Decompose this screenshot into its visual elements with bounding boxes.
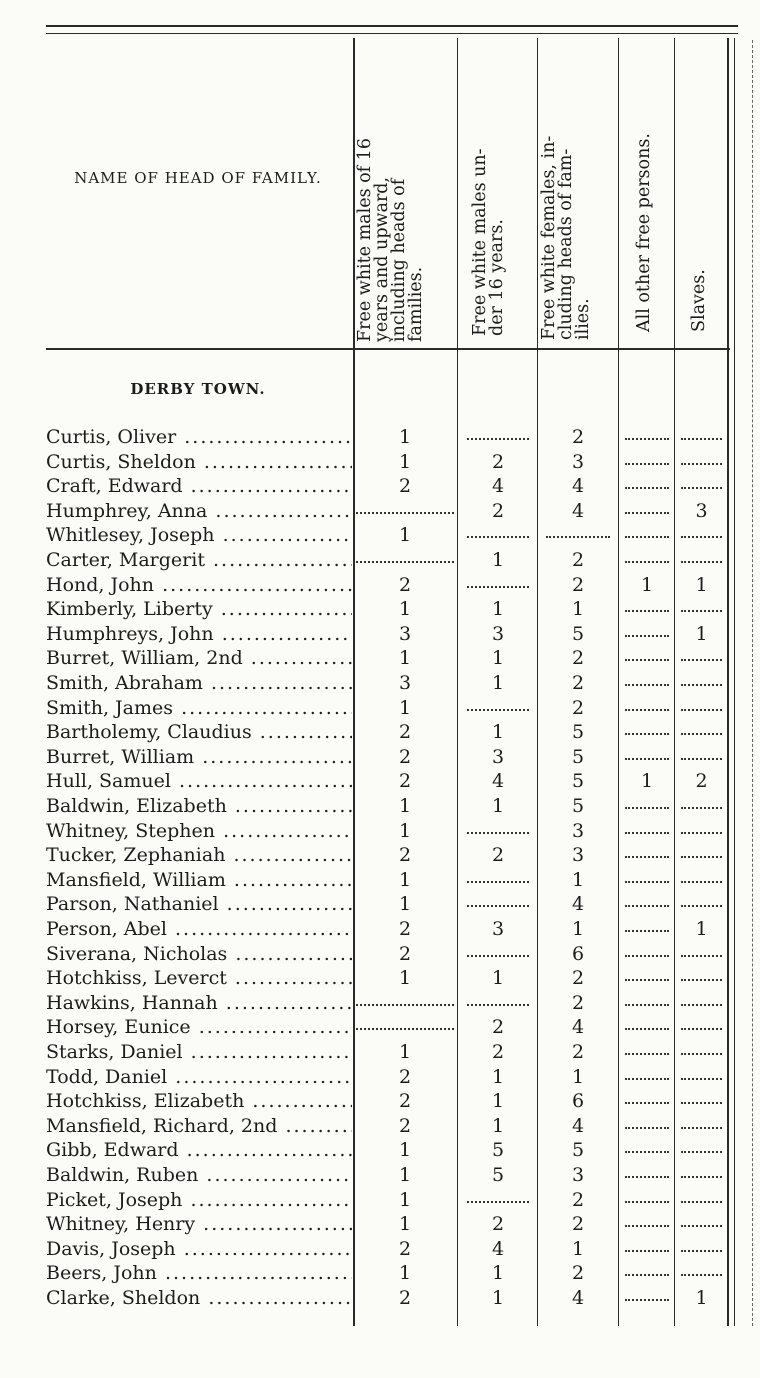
empty-cell (677, 672, 726, 697)
empty-cell (621, 721, 673, 746)
count-cell: 3 (491, 918, 505, 940)
col-header-other-free (636, 40, 670, 346)
count-cell: 2 (398, 475, 412, 498)
count-cell: 2 (398, 942, 412, 965)
table-row (0, 647, 760, 672)
empty-cell (621, 697, 673, 722)
empty-cell (461, 697, 535, 722)
empty-cell (621, 1287, 673, 1312)
head-of-family-name: Tucker, Zephaniah ..... (46, 844, 352, 866)
empty-cell (677, 1115, 726, 1140)
count-cell: 1 (398, 819, 412, 842)
empty-cell (540, 524, 616, 549)
empty-cell (461, 869, 535, 894)
empty-cell (621, 1262, 673, 1287)
header-line: families. (406, 266, 426, 342)
count-cell: 2 (491, 844, 505, 867)
table-row (0, 1213, 760, 1238)
empty-cell (356, 1016, 454, 1041)
count-cell: 3 (398, 672, 412, 694)
table-row (0, 1041, 760, 1066)
empty-cell (461, 893, 535, 918)
count-cell: 2 (398, 745, 412, 768)
count-cell: 2 (571, 672, 585, 694)
head-of-family-name: Mansfield, William ..... (46, 869, 352, 891)
count-cell: 4 (491, 475, 505, 498)
table-row (0, 1287, 760, 1312)
count-cell: 5 (571, 770, 585, 793)
count-cell: 2 (571, 647, 585, 670)
empty-cell (677, 943, 726, 968)
table-row (0, 1115, 760, 1140)
count-cell: 5 (491, 1164, 505, 1186)
top-rule-thin (46, 33, 738, 34)
count-cell: 1 (398, 647, 412, 670)
empty-cell (677, 1090, 726, 1115)
empty-cell (461, 820, 535, 845)
head-of-family-name: Burret, William, 2nd ..... (46, 647, 352, 669)
empty-cell (621, 475, 673, 500)
head-of-family-name: Hotchkiss, Elizabeth ..... (46, 1090, 352, 1112)
table-row (0, 1016, 760, 1041)
empty-cell (356, 549, 454, 574)
empty-cell (677, 1213, 726, 1238)
count-cell: 1 (398, 893, 412, 916)
head-of-family-name: Curtis, Oliver ..... (46, 426, 352, 448)
table-row (0, 549, 760, 574)
empty-cell (677, 426, 726, 451)
empty-cell (677, 598, 726, 623)
table-row (0, 451, 760, 476)
empty-cell (677, 549, 726, 574)
table-row (0, 672, 760, 697)
table-row (0, 500, 760, 525)
count-cell: 2 (398, 1237, 412, 1260)
count-cell: 1 (398, 1262, 412, 1285)
table-row (0, 770, 760, 795)
count-cell: 3 (695, 499, 708, 522)
empty-cell (621, 451, 673, 476)
name-column-header: NAME OF HEAD OF FAMILY. (74, 169, 322, 187)
count-cell: 2 (398, 918, 412, 940)
head-of-family-name: Craft, Edward ..... (46, 475, 352, 497)
count-cell: 2 (571, 991, 585, 1014)
table-row (0, 820, 760, 845)
empty-cell (621, 943, 673, 968)
empty-cell (621, 1115, 673, 1140)
table-row (0, 943, 760, 968)
empty-cell (621, 524, 673, 549)
head-of-family-name: Burret, William ..... (46, 746, 352, 768)
count-cell: 3 (491, 745, 505, 768)
table-row (0, 1262, 760, 1287)
table-row (0, 918, 760, 943)
count-cell: 1 (491, 721, 505, 744)
count-cell: 4 (491, 1237, 505, 1260)
empty-cell (356, 992, 454, 1017)
header-bottom-rule (46, 348, 730, 350)
count-cell: 1 (398, 450, 412, 473)
head-of-family-name: Whitlesey, Joseph ..... (46, 524, 352, 546)
table-row (0, 844, 760, 869)
count-cell: 1 (491, 598, 505, 621)
count-cell: 5 (571, 795, 585, 817)
empty-cell (461, 574, 535, 599)
count-cell: 1 (398, 598, 412, 621)
count-cell: 1 (398, 524, 412, 547)
table-row (0, 623, 760, 648)
col-header-males-under-16 (472, 40, 532, 346)
empty-cell (621, 795, 673, 820)
count-cell: 2 (571, 967, 585, 990)
empty-cell (621, 1016, 673, 1041)
count-cell: 3 (491, 622, 505, 645)
empty-cell (461, 1189, 535, 1214)
col-header-females (541, 40, 615, 346)
head-of-family-name: Hotchkiss, Leverct ..... (46, 967, 352, 989)
count-cell: 1 (398, 868, 412, 891)
empty-cell (621, 1213, 673, 1238)
count-cell: 2 (491, 1016, 505, 1039)
head-of-family-name: Humphreys, John ..... (46, 623, 352, 645)
count-cell: 1 (571, 868, 585, 891)
empty-cell (677, 820, 726, 845)
empty-cell (677, 746, 726, 771)
empty-cell (677, 475, 726, 500)
count-cell: 4 (571, 1114, 585, 1137)
count-cell: 3 (571, 844, 585, 867)
table-row (0, 721, 760, 746)
count-cell: 1 (640, 573, 654, 596)
empty-cell (621, 426, 673, 451)
count-cell: 1 (398, 1213, 412, 1236)
col-header-slaves (691, 40, 725, 346)
count-cell: 2 (398, 844, 412, 867)
head-of-family-name: Humphrey, Anna ..... (46, 500, 352, 522)
empty-cell (621, 918, 673, 943)
count-cell: 1 (491, 672, 505, 694)
count-cell: 1 (491, 647, 505, 670)
table-row (0, 795, 760, 820)
count-cell: 1 (491, 549, 505, 571)
count-cell: 2 (491, 499, 505, 522)
empty-cell (621, 598, 673, 623)
head-of-family-name: Parson, Nathaniel ..... (46, 893, 352, 915)
count-cell: 1 (398, 795, 412, 817)
empty-cell (621, 893, 673, 918)
count-cell: 2 (571, 1262, 585, 1285)
count-cell: 1 (695, 622, 708, 645)
count-cell: 1 (695, 1287, 708, 1309)
head-of-family-name: Whitney, Henry ..... (46, 1213, 352, 1235)
empty-cell (621, 1164, 673, 1189)
head-of-family-name: Kimberly, Liberty ..... (46, 598, 352, 620)
count-cell: 2 (571, 696, 585, 719)
count-cell: 1 (398, 1139, 412, 1162)
empty-cell (461, 524, 535, 549)
section-title: DERBY TOWN. (130, 380, 266, 398)
count-cell: 1 (571, 598, 585, 621)
empty-cell (621, 1238, 673, 1263)
count-cell: 1 (398, 967, 412, 990)
empty-cell (677, 451, 726, 476)
header-line: Free white females, in- (539, 135, 559, 340)
empty-cell (677, 844, 726, 869)
count-cell: 4 (491, 770, 505, 793)
count-cell: 2 (491, 450, 505, 473)
table-row (0, 1090, 760, 1115)
head-of-family-name: Curtis, Sheldon ..... (46, 451, 352, 473)
head-of-family-name: Horsey, Eunice ..... (46, 1016, 352, 1038)
header-line: including heads of (389, 178, 409, 342)
empty-cell (677, 1164, 726, 1189)
table-row (0, 1139, 760, 1164)
count-cell: 1 (695, 573, 708, 596)
count-cell: 2 (571, 1188, 585, 1211)
header-line: All other free persons. (634, 133, 654, 332)
table-row (0, 598, 760, 623)
header-line: Slaves. (689, 269, 709, 332)
count-cell: 6 (571, 942, 585, 965)
table-row (0, 1238, 760, 1263)
count-cell: 4 (571, 1287, 585, 1309)
count-cell: 1 (398, 1188, 412, 1211)
top-rule (46, 25, 738, 27)
count-cell: 2 (398, 1065, 412, 1088)
empty-cell (621, 992, 673, 1017)
count-cell: 2 (491, 1041, 505, 1063)
header-line: der 16 years. (487, 219, 507, 336)
count-cell: 2 (398, 1114, 412, 1137)
empty-cell (677, 795, 726, 820)
count-cell: 3 (571, 450, 585, 473)
empty-cell (677, 1041, 726, 1066)
count-cell: 3 (571, 1164, 585, 1186)
header-line: years and upward, (372, 176, 392, 342)
head-of-family-name: Picket, Joseph ..... (46, 1189, 352, 1211)
empty-cell (621, 1189, 673, 1214)
count-cell: 3 (398, 622, 412, 645)
count-cell: 1 (398, 1164, 412, 1186)
count-cell: 4 (571, 475, 585, 498)
count-cell: 1 (571, 918, 585, 940)
empty-cell (677, 992, 726, 1017)
head-of-family-name: Davis, Joseph ..... (46, 1238, 352, 1260)
table-row (0, 697, 760, 722)
count-cell: 5 (571, 1139, 585, 1162)
count-cell: 2 (571, 549, 585, 571)
count-cell: 2 (571, 1213, 585, 1236)
head-of-family-name: Hond, John ..... (46, 574, 352, 596)
empty-cell (621, 967, 673, 992)
table-row (0, 1164, 760, 1189)
count-cell: 2 (491, 1213, 505, 1236)
count-cell: 2 (398, 573, 412, 596)
table-row (0, 746, 760, 771)
empty-cell (461, 943, 535, 968)
empty-cell (461, 426, 535, 451)
empty-cell (356, 500, 454, 525)
empty-cell (621, 549, 673, 574)
count-cell: 2 (398, 1287, 412, 1309)
empty-cell (677, 721, 726, 746)
head-of-family-name: Smith, Abraham ..... (46, 672, 352, 694)
count-cell: 4 (571, 893, 585, 916)
head-of-family-name: Baldwin, Elizabeth ..... (46, 795, 352, 817)
empty-cell (621, 1090, 673, 1115)
count-cell: 1 (491, 1262, 505, 1285)
empty-cell (677, 1016, 726, 1041)
empty-cell (621, 500, 673, 525)
table-row (0, 1066, 760, 1091)
empty-cell (621, 647, 673, 672)
table-row (0, 967, 760, 992)
head-of-family-name: Carter, Margerit ..... (46, 549, 352, 571)
count-cell: 1 (398, 426, 412, 448)
empty-cell (461, 992, 535, 1017)
empty-cell (621, 869, 673, 894)
empty-cell (677, 1066, 726, 1091)
count-cell: 1 (398, 696, 412, 719)
empty-cell (677, 1238, 726, 1263)
table-row (0, 524, 760, 549)
count-cell: 1 (571, 1065, 585, 1088)
header-line: Free white males un- (470, 148, 490, 336)
table-row (0, 893, 760, 918)
count-cell: 2 (398, 1090, 412, 1113)
empty-cell (621, 820, 673, 845)
header-line: Free white males of 16 (355, 138, 375, 342)
head-of-family-name: Clarke, Sheldon ..... (46, 1287, 352, 1309)
empty-cell (621, 746, 673, 771)
empty-cell (621, 1139, 673, 1164)
count-cell: 2 (695, 770, 708, 793)
empty-cell (621, 672, 673, 697)
count-cell: 1 (491, 1287, 505, 1309)
head-of-family-name: Smith, James ..... (46, 697, 352, 719)
count-cell: 1 (491, 1090, 505, 1113)
empty-cell (677, 893, 726, 918)
head-of-family-name: Siverana, Nicholas ..... (46, 943, 352, 965)
head-of-family-name: Hawkins, Hannah ..... (46, 992, 352, 1014)
count-cell: 5 (571, 745, 585, 768)
count-cell: 6 (571, 1090, 585, 1113)
count-cell: 1 (398, 1041, 412, 1063)
empty-cell (677, 869, 726, 894)
count-cell: 3 (571, 819, 585, 842)
count-cell: 2 (571, 426, 585, 448)
count-cell: 2 (398, 721, 412, 744)
head-of-family-name: Hull, Samuel ..... (46, 770, 352, 792)
head-of-family-name: Beers, John ..... (46, 1262, 352, 1284)
head-of-family-name: Baldwin, Ruben ..... (46, 1164, 352, 1186)
count-cell: 2 (398, 770, 412, 793)
count-cell: 1 (491, 967, 505, 990)
count-cell: 4 (571, 499, 585, 522)
count-cell: 1 (491, 1065, 505, 1088)
count-cell: 1 (491, 1114, 505, 1137)
empty-cell (677, 1139, 726, 1164)
count-cell: 4 (571, 1016, 585, 1039)
count-cell: 1 (695, 918, 708, 940)
count-cell: 1 (491, 795, 505, 817)
head-of-family-name: Person, Abel ..... (46, 918, 352, 940)
table-row (0, 426, 760, 451)
header-line: cluding heads of fam- (556, 148, 576, 340)
count-cell: 5 (571, 622, 585, 645)
empty-cell (677, 697, 726, 722)
empty-cell (621, 844, 673, 869)
head-of-family-name: Bartholemy, Claudius ..... (46, 721, 352, 743)
table-row (0, 574, 760, 599)
head-of-family-name: Todd, Daniel ..... (46, 1066, 352, 1088)
count-cell: 5 (491, 1139, 505, 1162)
empty-cell (677, 1189, 726, 1214)
count-cell: 2 (571, 1041, 585, 1063)
empty-cell (677, 647, 726, 672)
empty-cell (677, 967, 726, 992)
count-cell: 5 (571, 721, 585, 744)
head-of-family-name: Mansfield, Richard, 2nd ..... (46, 1115, 352, 1137)
head-of-family-name: Whitney, Stephen ..... (46, 820, 352, 842)
empty-cell (621, 1041, 673, 1066)
table-row (0, 1189, 760, 1214)
col-header-males-16-up (357, 40, 453, 346)
header-line: ilies. (573, 298, 593, 340)
head-of-family-name: Starks, Daniel ..... (46, 1041, 352, 1063)
table-row (0, 992, 760, 1017)
empty-cell (677, 524, 726, 549)
count-cell: 1 (571, 1237, 585, 1260)
table-row (0, 475, 760, 500)
count-cell: 1 (640, 770, 654, 793)
empty-cell (621, 1066, 673, 1091)
head-of-family-name: Gibb, Edward ..... (46, 1139, 352, 1161)
empty-cell (621, 623, 673, 648)
empty-cell (677, 1262, 726, 1287)
table-row (0, 869, 760, 894)
count-cell: 2 (571, 573, 585, 596)
